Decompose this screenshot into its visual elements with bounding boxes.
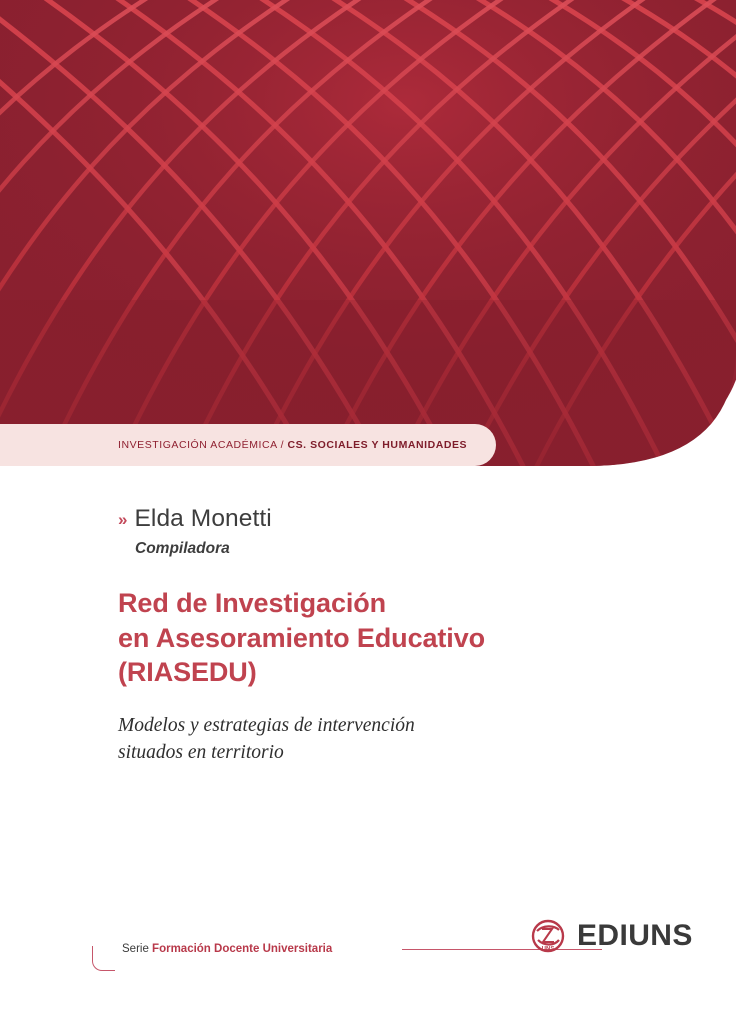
book-title-line-3: (RIASEDU): [118, 657, 257, 688]
book-subtitle-line-2: situados en territorio: [118, 742, 284, 764]
footer-hook-decoration: [92, 946, 115, 971]
book-title: [118, 586, 678, 690]
series-label: [122, 943, 332, 955]
author-name: Elda Monetti: [134, 505, 272, 532]
publisher-brand: [528, 916, 693, 956]
footer-rule: [92, 943, 512, 970]
category-ribbon: [0, 424, 496, 466]
book-title-line-2: en Asesoramiento Educativo: [118, 622, 486, 653]
uns-logo-icon: [528, 916, 568, 956]
lattice-pattern-icon: [0, 0, 736, 466]
author-line: [118, 505, 678, 533]
chevron-marker-icon: »: [118, 510, 128, 529]
series-name: Formación Docente Universitaria: [152, 943, 333, 955]
category-prefix: INVESTIGACIÓN ACADÉMICA /: [118, 439, 288, 451]
cover-art-panel: [0, 0, 736, 466]
uns-logo-svg: [528, 916, 568, 956]
book-subtitle: [118, 712, 678, 767]
cover-text-block: [118, 505, 678, 767]
lattice-mask: [0, 0, 736, 466]
category-ribbon-text: [118, 439, 467, 451]
book-subtitle-line-1: Modelos y estrategias de intervención: [118, 714, 415, 736]
series-prefix: Serie: [122, 943, 153, 955]
author-role: Compiladora: [135, 540, 230, 557]
publisher-name: EDIUNS: [577, 919, 693, 952]
uns-mark-text: UNS: [541, 946, 555, 953]
category-emphasis: CS. SOCIALES Y HUMANIDADES: [287, 439, 468, 451]
book-title-line-1: Red de Investigación: [118, 588, 387, 618]
